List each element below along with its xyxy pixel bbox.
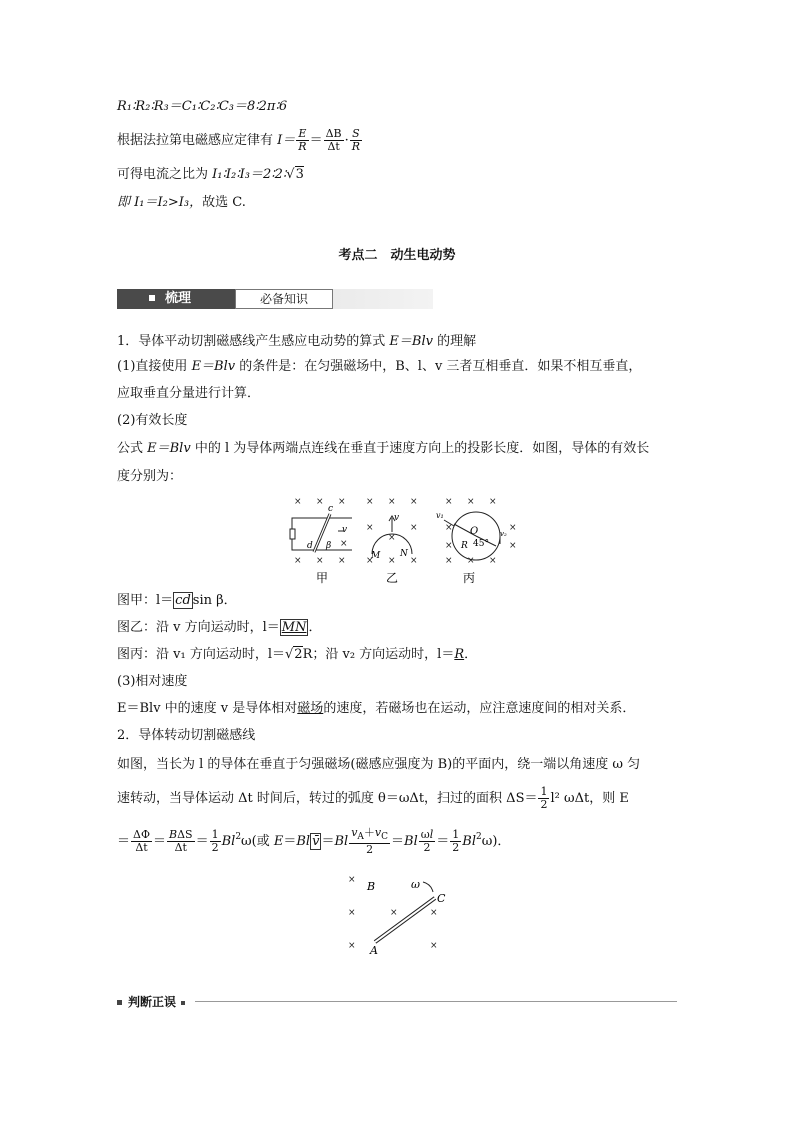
svg-text:×: ×	[410, 523, 418, 533]
p1-item1-line2: 应取垂直分量进行计算．	[117, 386, 261, 401]
svg-text:×: ×	[489, 497, 497, 507]
svg-text:×: ×	[338, 497, 346, 507]
label-R: R	[461, 541, 468, 551]
svg-text:×: ×	[348, 908, 356, 918]
label-C: C	[437, 892, 446, 905]
p3-item3-text: E＝Blv 中的速度 v 是导体相对磁场的速度，若磁场也在运动，应注意速度间的相对关系．	[117, 701, 636, 716]
label-d: d	[307, 541, 313, 551]
law-prefix: 根据法拉第电磁感应定律有	[117, 133, 274, 148]
p2-line3: ＝ $\frac{\Delta\Phi}{\Delta t}$ ＝ $\frac{\text{BΔS}}{\Delta t}$ ＝ $\frac{1}{2}$ Bl$^2$ω(或 E＝Bl v̄ ＝Bl $\frac{v_A+v_C}{2}$ ＝Bl $\frac{\omega l}{2}$ ＝ $\frac{1}{2}$ Bl$^2$ω)．	[117, 826, 511, 856]
square-bullet-icon	[117, 1000, 122, 1005]
svg-text:×: ×	[294, 497, 302, 507]
conclusion-line: 即 I₁＝I₂>I₃，故选 C.	[117, 195, 246, 210]
svg-text:×: ×	[316, 497, 324, 507]
rod-inner	[375, 898, 435, 942]
label-c: c	[328, 504, 334, 514]
svg-text:×: ×	[467, 556, 475, 566]
svg-text:×: ×	[366, 556, 374, 566]
svg-text:×: ×	[430, 908, 438, 918]
svg-text:×: ×	[445, 523, 453, 533]
field-crosses-2	[348, 875, 438, 951]
result-bing: 图丙：沿 v₁ 方向运动时，l＝√2R；沿 v₂ 方向运动时，l＝R．	[117, 647, 478, 662]
square-bullet-icon	[149, 295, 155, 301]
svg-text:×: ×	[366, 523, 374, 533]
svg-text:×: ×	[445, 541, 453, 551]
svg-text:×: ×	[294, 556, 302, 566]
p2-line2: 速转动，当导体运动 Δt 时间后，转过的弧度 θ＝ωΔt，扫过的面积 ΔS＝ $\frac{1}{2}$ l² ωΔt，则 E	[117, 785, 629, 811]
label-B: B	[367, 880, 376, 893]
svg-text:×: ×	[445, 497, 453, 507]
label-v1: v₁	[436, 511, 444, 520]
judge-section-header: 判断正误	[117, 993, 677, 1011]
p1-item2: (2)有效长度	[117, 413, 188, 428]
svg-text:×: ×	[340, 539, 348, 549]
label-O: O	[470, 526, 479, 537]
p1-item2-line2: 度分别为：	[117, 469, 183, 484]
svg-text:×: ×	[388, 556, 396, 566]
bar-tab: 必备知识	[235, 289, 333, 309]
svg-text:×: ×	[410, 556, 418, 566]
label-yi: 乙	[386, 571, 399, 585]
p1-item2-line1: 公式 E＝Blv 中的 l 为导体两端点连线在垂直于速度方向上的投影长度．如图，导体的有效长	[117, 441, 650, 456]
svg-text:×: ×	[445, 556, 453, 566]
svg-text:×: ×	[430, 941, 438, 951]
label-v2: v₂	[500, 530, 507, 538]
svg-text:×: ×	[316, 556, 324, 566]
figure-effective-length	[282, 490, 522, 586]
result-yi: 图乙：沿 v 方向运动时，l＝ MN ．	[117, 620, 322, 635]
p1-heading: 1．导体平动切割磁感线产生感应电动势的算式 E＝Blv 的理解	[117, 334, 477, 349]
svg-text:×: ×	[338, 556, 346, 566]
figure-rotating-rod	[345, 870, 455, 956]
svg-text:×: ×	[366, 497, 374, 507]
section-title: 考点二 动生电动势	[338, 248, 456, 263]
svg-text:×: ×	[509, 541, 517, 551]
svg-text:×: ×	[390, 908, 398, 918]
svg-text:×: ×	[410, 497, 418, 507]
label-bing: 丙	[463, 571, 476, 585]
label-v-yi: v	[394, 513, 400, 523]
label-beta: β	[326, 541, 332, 551]
bar-label: 梳理	[117, 289, 235, 309]
label-N: N	[400, 549, 408, 559]
label-omega: ω	[411, 878, 420, 891]
svg-text:×: ×	[489, 556, 497, 566]
header-rule	[195, 1001, 677, 1002]
faraday-law-line: 根据法拉第电磁感应定律有 I＝ $\frac{E}{R}$ ＝ $\frac{\Delta B}{\Delta t}$ · $\frac{S}{R}$	[117, 127, 361, 153]
p2-heading: 2．导体转动切割磁感线	[117, 728, 256, 743]
result-jia: 图甲：l＝ cd sin β．	[117, 593, 237, 608]
svg-text:×: ×	[388, 533, 396, 543]
svg-text:×: ×	[388, 497, 396, 507]
label-M: M	[371, 551, 381, 561]
svg-text:×: ×	[509, 523, 517, 533]
current-ratio-line: 可得电流之比为 I₁∶I₂∶I₃＝2∶2∶√3	[117, 167, 304, 182]
label-A: A	[370, 944, 378, 956]
p3-item3: (3)相对速度	[117, 674, 188, 689]
resistance-ratio: R₁∶R₂∶R₃＝C₁∶C₂∶C₃＝8∶2π∶6	[117, 99, 288, 114]
rotation-arrow-icon	[423, 882, 433, 892]
section-bar	[117, 289, 433, 309]
p1-item1: (1)直接使用 E＝Blv 的条件是：在匀强磁场中，B、l、v 三者互相垂直．如果不相互垂直，	[117, 359, 642, 374]
p2-line1: 如图，当长为 l 的导体在垂直于匀强磁场(磁感应强度为 B)的平面内，绕一端以角速度 ω 匀	[117, 757, 641, 772]
svg-text:×: ×	[467, 497, 475, 507]
label-jia: 甲	[316, 571, 329, 585]
label-v-jia: v	[342, 525, 348, 535]
label-45deg: 45°	[473, 539, 489, 549]
svg-text:×: ×	[348, 875, 356, 885]
small-square-icon	[181, 1001, 185, 1005]
svg-text:×: ×	[348, 941, 356, 951]
